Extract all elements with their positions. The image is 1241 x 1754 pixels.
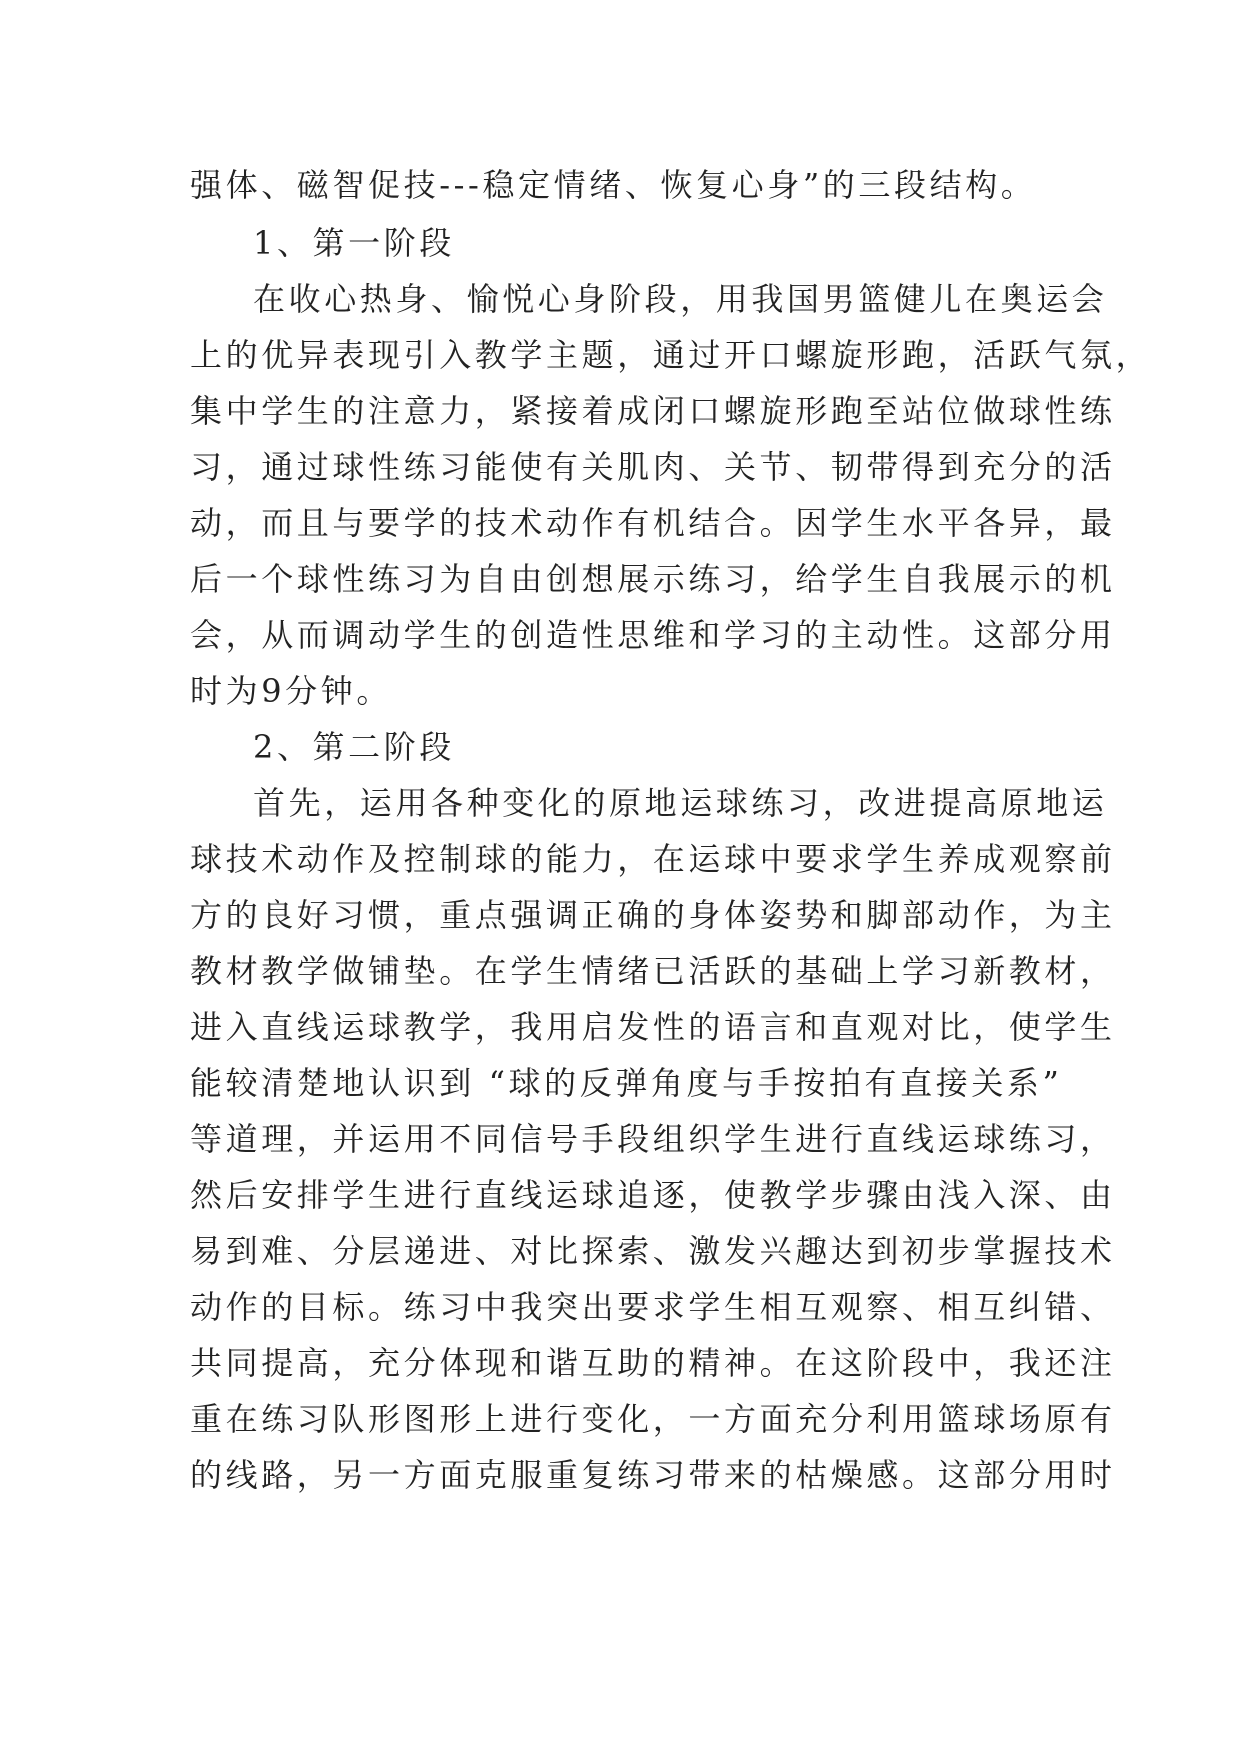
text-line: 共同提高，充分体现和谐互助的精神。在这阶段中，我还注 — [190, 1344, 1116, 1382]
text-line: 然后安排学生进行直线运球追逐，使教学步骤由浅入深、由 — [190, 1176, 1116, 1214]
text-line: 进入直线运球教学，我用启发性的语言和直观对比，使学生 — [190, 1008, 1116, 1046]
text-line: 能较清楚地认识到 “球的反弹角度与手按拍有直接关系” — [190, 1064, 1063, 1102]
paragraph-first-line: 在收心热身、愉悦心身阶段，用我国男篮健儿在奥运会 — [253, 280, 1108, 318]
section-heading-stage-2: 2、第二阶段 — [253, 728, 455, 766]
text-line: 球技术动作及控制球的能力，在运球中要求学生养成观察前 — [190, 840, 1116, 878]
text-line: 上的优异表现引入教学主题，通过开口螺旋形跑，活跃气氛， — [190, 336, 1152, 374]
section-heading-stage-1: 1、第一阶段 — [253, 224, 455, 262]
paragraph-first-line: 首先，运用各种变化的原地运球练习，改进提高原地运 — [253, 784, 1108, 822]
text-line: 集中学生的注意力，紧接着成闭口螺旋形跑至站位做球性练 — [190, 392, 1116, 430]
text-line: 教材教学做铺垫。在学生情绪已活跃的基础上学习新教材， — [190, 952, 1116, 990]
text-line: 强体、磁智促技---稳定情绪、恢复心身”的三段结构。 — [190, 166, 1037, 204]
text-line: 易到难、分层递进、对比探索、激发兴趣达到初步掌握技术 — [190, 1232, 1116, 1270]
text-line: 重在练习队形图形上进行变化，一方面充分利用篮球场原有 — [190, 1400, 1116, 1438]
text-line: 动作的目标。练习中我突出要求学生相互观察、相互纠错、 — [190, 1288, 1116, 1326]
text-line: 会，从而调动学生的创造性思维和学习的主动性。这部分用 — [190, 616, 1116, 654]
text-line: 习，通过球性练习能使有关肌肉、关节、韧带得到充分的活 — [190, 448, 1116, 486]
text-line: 的线路，另一方面克服重复练习带来的枯燥感。这部分用时 — [190, 1456, 1116, 1494]
text-line: 等道理，并运用不同信号手段组织学生进行直线运球练习， — [190, 1120, 1116, 1158]
text-line: 后一个球性练习为自由创想展示练习，给学生自我展示的机 — [190, 560, 1116, 598]
text-line: 时为9分钟。 — [190, 672, 392, 710]
text-line: 动，而且与要学的技术动作有机结合。因学生水平各异，最 — [190, 504, 1116, 542]
text-line: 方的良好习惯，重点强调正确的身体姿势和脚部动作，为主 — [190, 896, 1116, 934]
